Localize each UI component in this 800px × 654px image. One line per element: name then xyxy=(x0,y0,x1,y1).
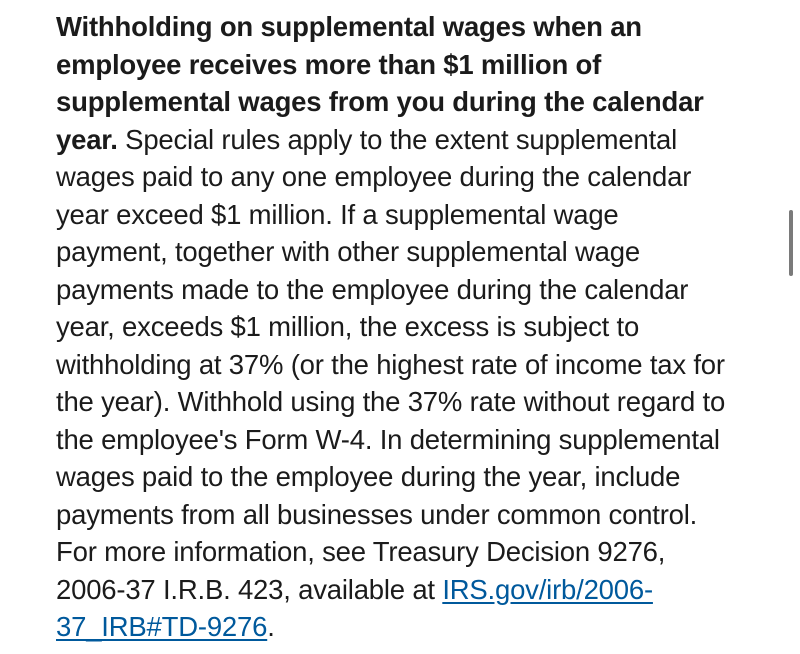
paragraph-heading: Withholding on supplemental wages when an employee receives more than $1 million of supplemental wages from you during the calendar year. xyxy=(56,11,704,155)
article-content xyxy=(56,8,732,646)
paragraph-body: Special rules apply to the extent supplemental wages paid to any one employee during the calendar year exceed $1 million. If a supplemental wage payment, together with other supplemental wage payments made to the employee during the calendar year, exceeds $1 million, the excess is subject to withholding at 37% (or the highest rate of income tax for the year). Withhold using the 37% rate without regard to the employee's Form W-4. In determining supplemental wages paid to the employee during the year, include payments from all businesses under common control. For more information, see Treasury Decision 9276, 2006-37 I.R.B. 423, available at xyxy=(56,123,726,605)
scrollbar-thumb[interactable] xyxy=(789,210,793,276)
paragraph xyxy=(56,8,732,646)
irb-link[interactable]: IRS.gov/irb/2006-37_IRB#TD-9276 xyxy=(56,573,653,642)
trailing-period: . xyxy=(267,611,275,642)
